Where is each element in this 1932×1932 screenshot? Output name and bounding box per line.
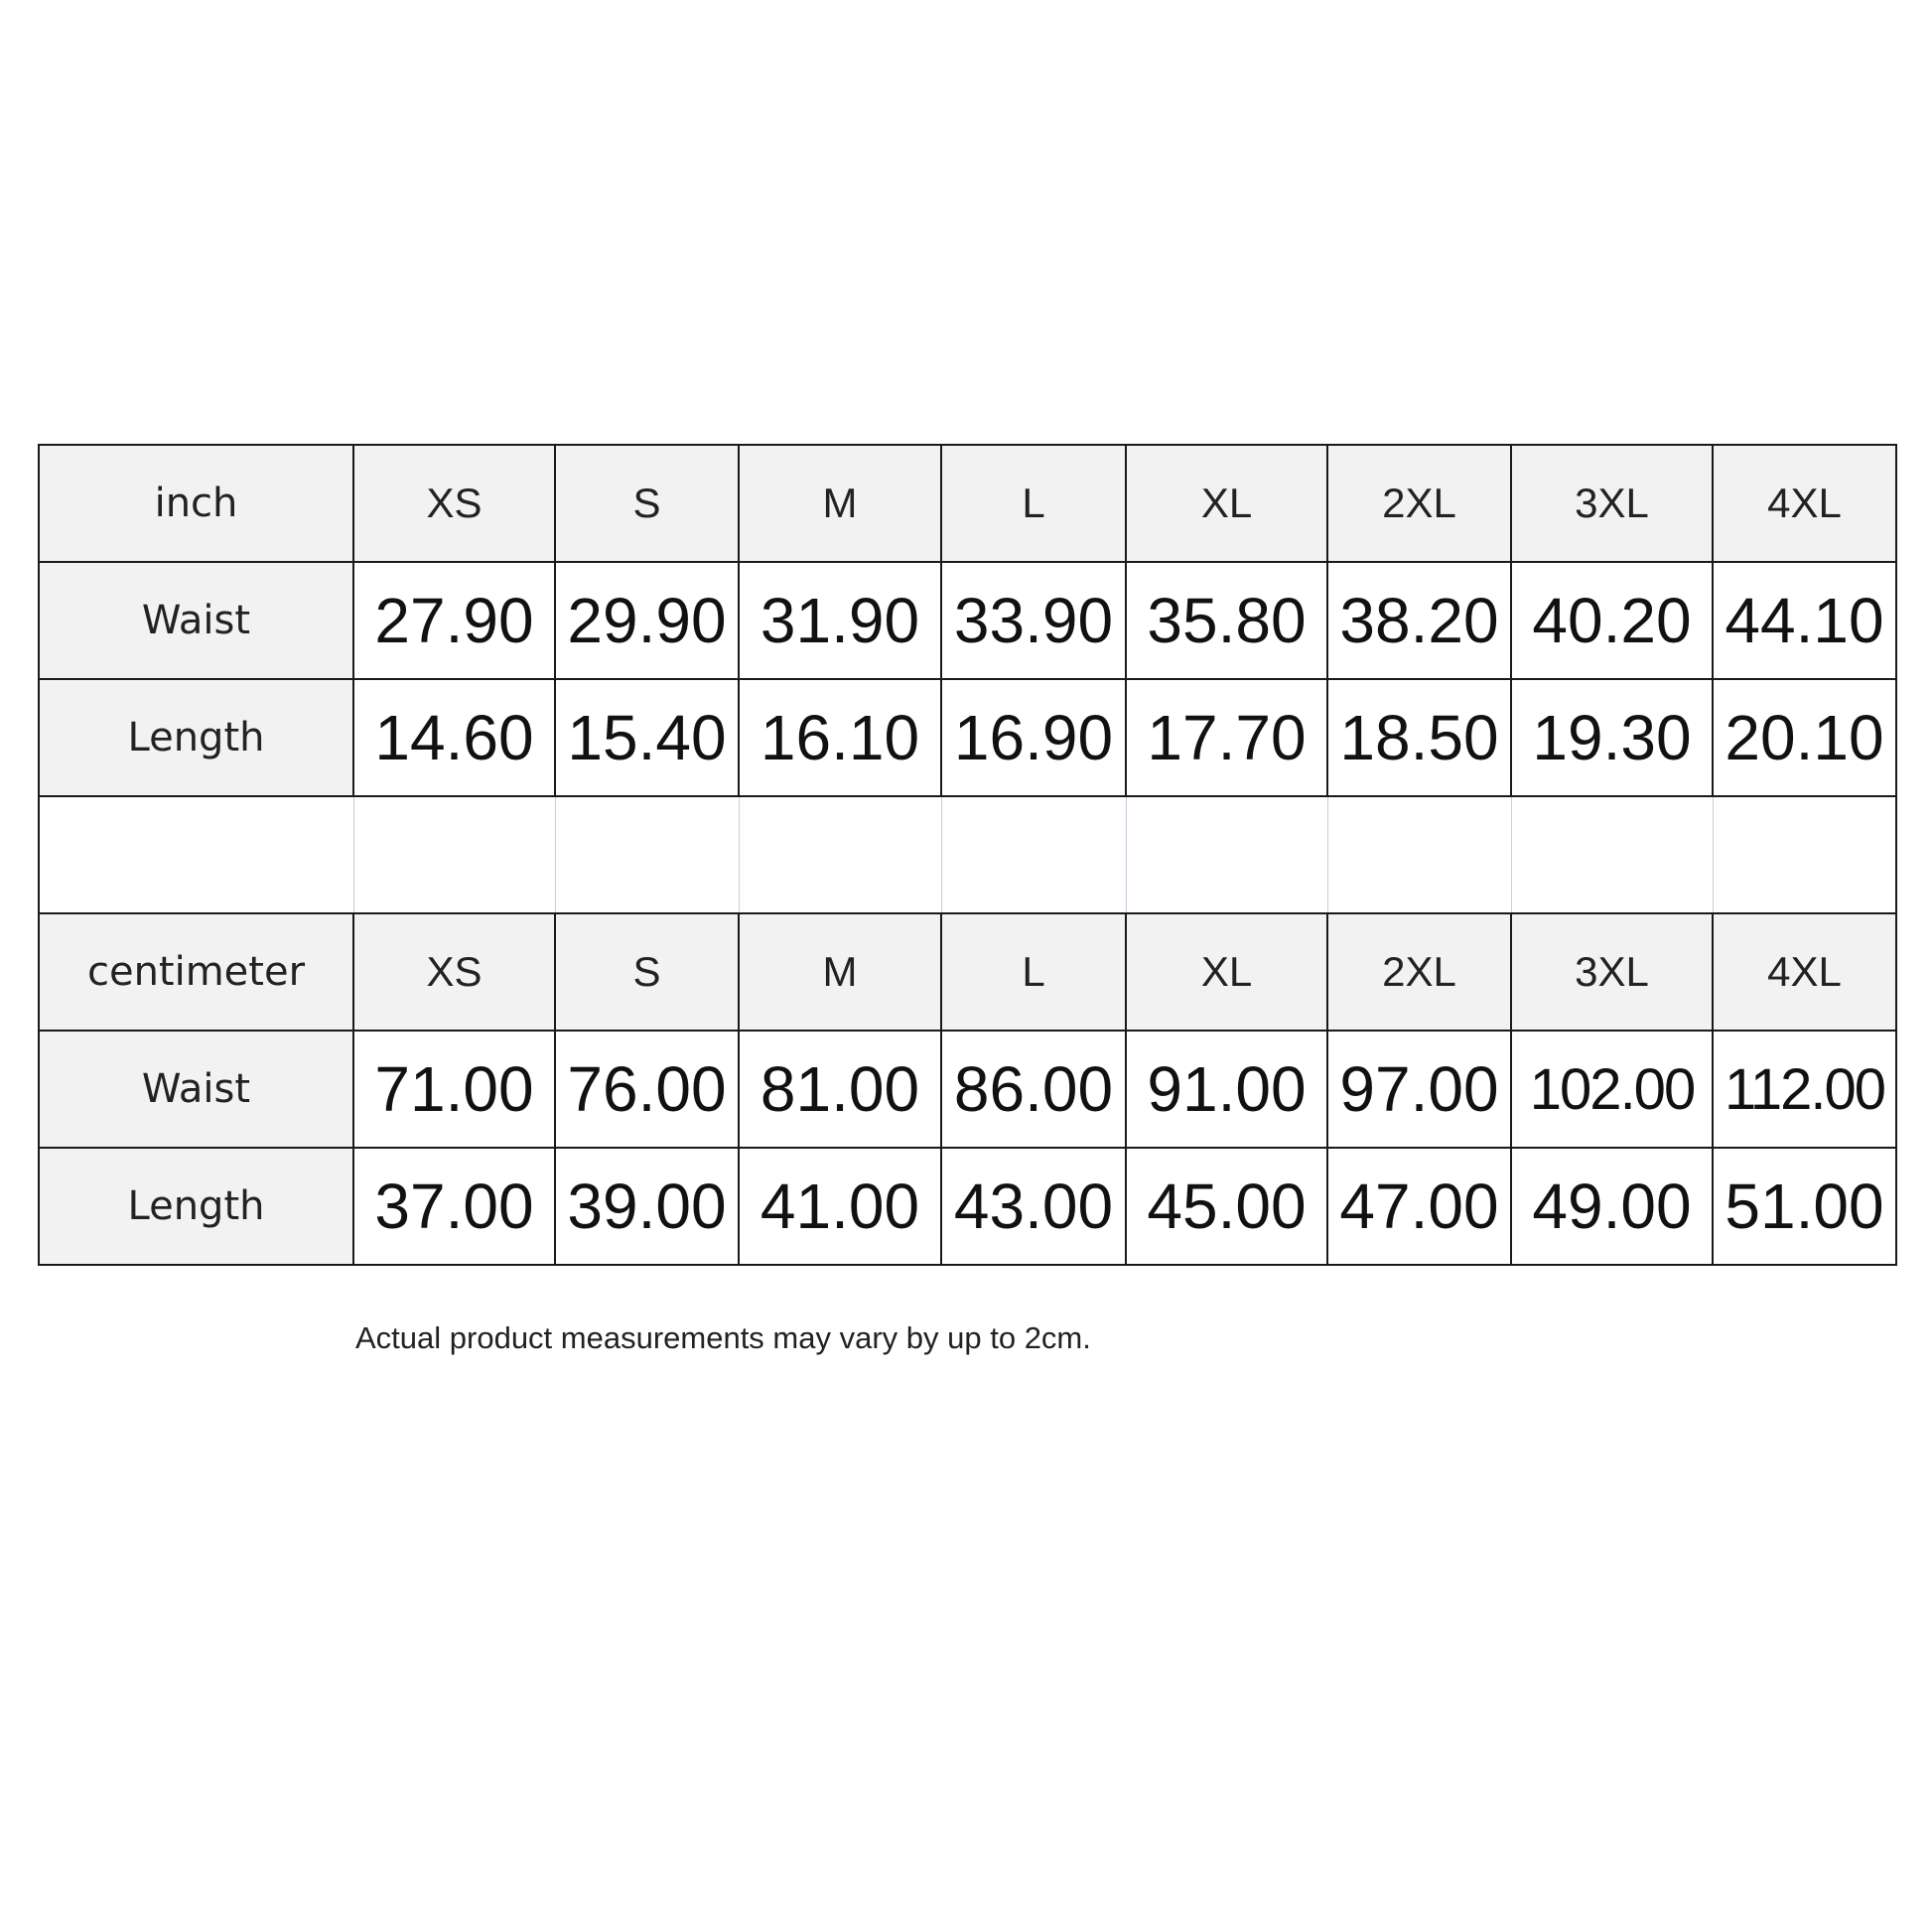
inch-waist-l: 33.90 [941, 562, 1126, 679]
inch-size-4xl: 4XL [1713, 445, 1896, 562]
cm-waist-2xl: 97.00 [1327, 1031, 1511, 1148]
cm-waist-3xl: 102.00 [1511, 1031, 1713, 1148]
cm-size-l: L [941, 913, 1126, 1031]
inch-length-row [39, 679, 1896, 796]
cm-header-row [39, 913, 1896, 1031]
inch-waist-s: 29.90 [555, 562, 739, 679]
cm-waist-row [39, 1031, 1896, 1148]
inch-length-xl: 17.70 [1126, 679, 1327, 796]
cm-length-xl: 45.00 [1126, 1148, 1327, 1265]
inch-size-xl: XL [1126, 445, 1327, 562]
inch-length-4xl: 20.10 [1713, 679, 1896, 796]
spacer-cell [941, 796, 1126, 913]
inch-waist-4xl: 44.10 [1713, 562, 1896, 679]
inch-length-s: 15.40 [555, 679, 739, 796]
cm-waist-label: Waist [39, 1031, 353, 1148]
spacer-cell [1713, 796, 1896, 913]
spacer-row [39, 796, 1896, 913]
inch-waist-xl: 35.80 [1126, 562, 1327, 679]
cm-waist-l: 86.00 [941, 1031, 1126, 1148]
cm-length-2xl: 47.00 [1327, 1148, 1511, 1265]
cm-size-s: S [555, 913, 739, 1031]
cm-size-2xl: 2XL [1327, 913, 1511, 1031]
cm-waist-4xl: 112.00 [1713, 1031, 1896, 1148]
cm-length-xs: 37.00 [353, 1148, 555, 1265]
inch-length-m: 16.10 [739, 679, 941, 796]
cm-waist-m: 81.00 [739, 1031, 941, 1148]
inch-waist-row [39, 562, 1896, 679]
inch-unit-label: inch [39, 445, 353, 562]
cm-length-m: 41.00 [739, 1148, 941, 1265]
cm-waist-s: 76.00 [555, 1031, 739, 1148]
cm-size-xs: XS [353, 913, 555, 1031]
cm-length-row [39, 1148, 1896, 1265]
size-table [38, 444, 1897, 1266]
measurement-note: Actual product measurements may vary by up to 2cm. [355, 1320, 1091, 1355]
cm-size-3xl: 3XL [1511, 913, 1713, 1031]
cm-length-label: Length [39, 1148, 353, 1265]
inch-waist-m: 31.90 [739, 562, 941, 679]
inch-length-3xl: 19.30 [1511, 679, 1713, 796]
inch-size-m: M [739, 445, 941, 562]
cm-unit-label: centimeter [39, 913, 353, 1031]
spacer-cell [353, 796, 555, 913]
cm-length-s: 39.00 [555, 1148, 739, 1265]
cm-length-l: 43.00 [941, 1148, 1126, 1265]
cm-waist-xl: 91.00 [1126, 1031, 1327, 1148]
cm-length-4xl: 51.00 [1713, 1148, 1896, 1265]
inch-length-xs: 14.60 [353, 679, 555, 796]
inch-size-s: S [555, 445, 739, 562]
cm-size-4xl: 4XL [1713, 913, 1896, 1031]
cm-length-3xl: 49.00 [1511, 1148, 1713, 1265]
inch-length-l: 16.90 [941, 679, 1126, 796]
spacer-cell [1327, 796, 1511, 913]
cm-size-xl: XL [1126, 913, 1327, 1031]
inch-waist-2xl: 38.20 [1327, 562, 1511, 679]
inch-header-row [39, 445, 1896, 562]
inch-length-label: Length [39, 679, 353, 796]
inch-size-l: L [941, 445, 1126, 562]
spacer-cell [1511, 796, 1713, 913]
inch-size-2xl: 2XL [1327, 445, 1511, 562]
inch-waist-xs: 27.90 [353, 562, 555, 679]
spacer-cell [1126, 796, 1327, 913]
inch-size-xs: XS [353, 445, 555, 562]
size-chart [38, 444, 1892, 1266]
inch-waist-3xl: 40.20 [1511, 562, 1713, 679]
spacer-cell [39, 796, 353, 913]
inch-waist-label: Waist [39, 562, 353, 679]
cm-size-m: M [739, 913, 941, 1031]
spacer-cell [555, 796, 739, 913]
inch-length-2xl: 18.50 [1327, 679, 1511, 796]
spacer-cell [739, 796, 941, 913]
inch-size-3xl: 3XL [1511, 445, 1713, 562]
cm-waist-xs: 71.00 [353, 1031, 555, 1148]
